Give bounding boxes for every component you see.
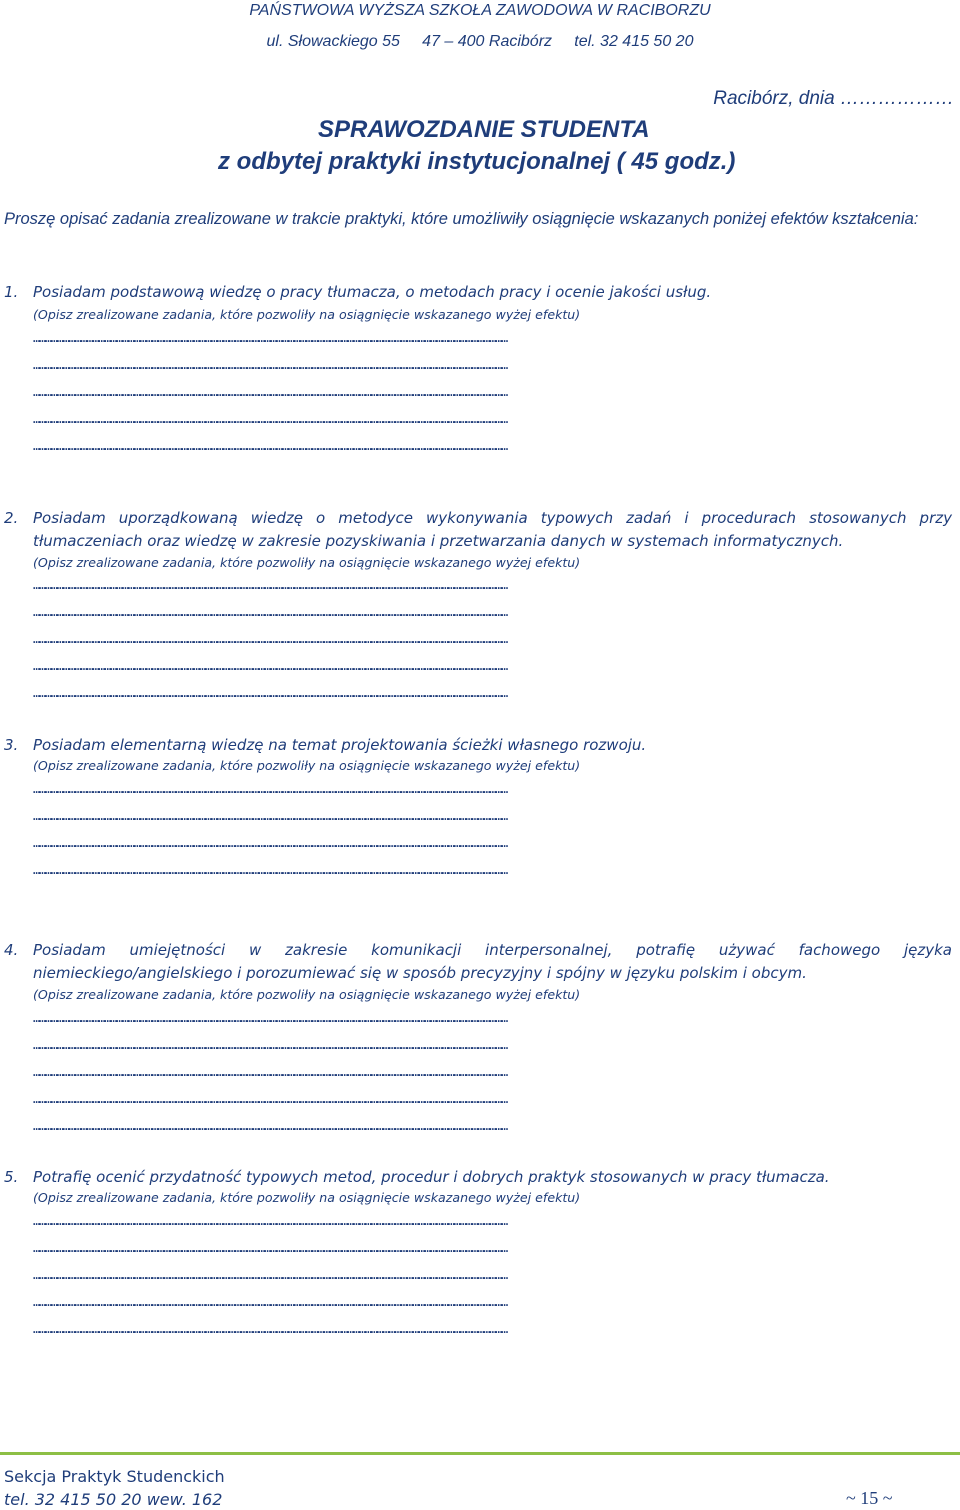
report-title: SPRAWOZDANIE STUDENTA bbox=[318, 116, 650, 143]
footer-divider bbox=[0, 1452, 960, 1455]
answer-lines-2[interactable] bbox=[33, 572, 940, 707]
item-hint: (Opisz zrealizowane zadania, które pozwoliły na osiągnięcie wskazanego wyżej efektu) bbox=[33, 987, 581, 1002]
answer-line[interactable]: …………………………………………………………………………………………………………………………………………………………………………………………………………………… bbox=[33, 605, 507, 619]
answer-line[interactable]: …………………………………………………………………………………………………………………………………………………………………………………………………………………… bbox=[33, 1268, 507, 1282]
answer-line[interactable]: …………………………………………………………………………………………………………………………………………………………………………………………………………………… bbox=[33, 836, 507, 850]
place-date: Racibórz, dnia ……………… bbox=[713, 88, 954, 109]
answer-line[interactable]: …………………………………………………………………………………………………………………………………………………………………………………………………………………… bbox=[33, 863, 507, 877]
answer-line[interactable]: …………………………………………………………………………………………………………………………………………………………………………………………………………………… bbox=[33, 809, 507, 823]
item-hint: (Opisz zrealizowane zadania, które pozwoliły na osiągnięcie wskazanego wyżej efektu) bbox=[33, 1190, 581, 1205]
answer-lines-1[interactable] bbox=[33, 325, 940, 460]
outcome-item-5 bbox=[4, 1166, 952, 1189]
item-hint: (Opisz zrealizowane zadania, które pozwoliły na osiągnięcie wskazanego wyżej efektu) bbox=[33, 758, 581, 773]
answer-line[interactable]: …………………………………………………………………………………………………………………………………………………………………………………………………………………… bbox=[33, 1065, 507, 1079]
answer-lines-4[interactable] bbox=[33, 1005, 940, 1140]
answer-line[interactable]: …………………………………………………………………………………………………………………………………………………………………………………………………………………… bbox=[33, 331, 507, 345]
footer-phone: tel. 32 415 50 20 wew. 162 bbox=[4, 1490, 223, 1509]
header-address: ul. Słowackiego 55 47 – 400 Racibórz tel. 32 415 50 20 bbox=[266, 33, 694, 50]
outcome-item-3 bbox=[4, 734, 952, 757]
item-text: Potrafię ocenić przydatność typowych metod, procedur i dobrych praktyk stosowanych w pracy tłumacza. bbox=[33, 1168, 830, 1186]
answer-line[interactable]: …………………………………………………………………………………………………………………………………………………………………………………………………………………… bbox=[33, 385, 507, 399]
answer-line[interactable]: …………………………………………………………………………………………………………………………………………………………………………………………………………………… bbox=[33, 1011, 507, 1025]
answer-line[interactable]: …………………………………………………………………………………………………………………………………………………………………………………………………………………… bbox=[33, 358, 507, 372]
item-number: 1. bbox=[4, 283, 19, 301]
item-text: Posiadam podstawową wiedzę o pracy tłumacza, o metodach pracy i ocenie jakości usług. bbox=[33, 283, 712, 301]
intro-paragraph: Proszę opisać zadania zrealizowane w trakcie praktyki, które umożliwiły osiągnięcie wskazanych poniżej efektów kształcenia: bbox=[4, 210, 919, 228]
answer-line[interactable]: …………………………………………………………………………………………………………………………………………………………………………………………………………………… bbox=[33, 439, 507, 453]
answer-line[interactable]: …………………………………………………………………………………………………………………………………………………………………………………………………………………… bbox=[33, 782, 507, 796]
item-number: 3. bbox=[4, 736, 19, 754]
item-text: Posiadam uporządkowaną wiedzę o metodyce wykonywania typowych zadań i procedurach stosowanych przy tłumaczeniach oraz wiedzę w zakresie pozyskiwania i przetwarzania danych w systemach informatycznych. bbox=[33, 509, 952, 550]
outcome-item-1 bbox=[4, 281, 952, 304]
answer-line[interactable]: …………………………………………………………………………………………………………………………………………………………………………………………………………………… bbox=[33, 659, 507, 673]
answer-line[interactable]: …………………………………………………………………………………………………………………………………………………………………………………………………………………… bbox=[33, 1038, 507, 1052]
answer-line[interactable]: …………………………………………………………………………………………………………………………………………………………………………………………………………………… bbox=[33, 632, 507, 646]
answer-line[interactable]: …………………………………………………………………………………………………………………………………………………………………………………………………………………… bbox=[33, 412, 507, 426]
item-hint: (Opisz zrealizowane zadania, które pozwoliły na osiągnięcie wskazanego wyżej efektu) bbox=[33, 307, 581, 322]
answer-line[interactable]: …………………………………………………………………………………………………………………………………………………………………………………………………………………… bbox=[33, 578, 507, 592]
item-number: 5. bbox=[4, 1168, 19, 1186]
page-number: ~ 15 ~ bbox=[846, 1488, 893, 1508]
outcome-item-4 bbox=[4, 939, 952, 985]
item-number: 4. bbox=[4, 941, 19, 959]
header-institution: PAŃSTWOWA WYŻSZA SZKOŁA ZAWODOWA W RACIBORZU bbox=[249, 2, 711, 19]
item-number: 2. bbox=[4, 509, 19, 527]
answer-line[interactable]: …………………………………………………………………………………………………………………………………………………………………………………………………………………… bbox=[33, 1322, 507, 1336]
report-subtitle: z odbytej praktyki instytucjonalnej ( 45 godz.) bbox=[218, 148, 736, 175]
answer-line[interactable]: …………………………………………………………………………………………………………………………………………………………………………………………………………………… bbox=[33, 1092, 507, 1106]
item-hint: (Opisz zrealizowane zadania, które pozwoliły na osiągnięcie wskazanego wyżej efektu) bbox=[33, 555, 581, 570]
answer-line[interactable]: …………………………………………………………………………………………………………………………………………………………………………………………………………………… bbox=[33, 1119, 507, 1133]
answer-line[interactable]: …………………………………………………………………………………………………………………………………………………………………………………………………………………… bbox=[33, 686, 507, 700]
item-text: Posiadam elementarną wiedzę na temat projektowania ścieżki własnego rozwoju. bbox=[33, 736, 647, 754]
answer-line[interactable]: …………………………………………………………………………………………………………………………………………………………………………………………………………………… bbox=[33, 1241, 507, 1255]
answer-line[interactable]: …………………………………………………………………………………………………………………………………………………………………………………………………………………… bbox=[33, 1214, 507, 1228]
footer-section: Sekcja Praktyk Studenckich bbox=[4, 1467, 225, 1486]
item-text: Posiadam umiejętności w zakresie komunikacji interpersonalnej, potrafię używać fachowego języka niemieckiego/angielskiego i porozumiewać się w sposób precyzyjny i spójny w języku polskim i obcym. bbox=[33, 941, 952, 982]
answer-line[interactable]: …………………………………………………………………………………………………………………………………………………………………………………………………………………… bbox=[33, 1295, 507, 1309]
answer-lines-3[interactable] bbox=[33, 776, 940, 884]
outcome-item-2 bbox=[4, 507, 952, 553]
answer-lines-5[interactable] bbox=[33, 1208, 940, 1343]
